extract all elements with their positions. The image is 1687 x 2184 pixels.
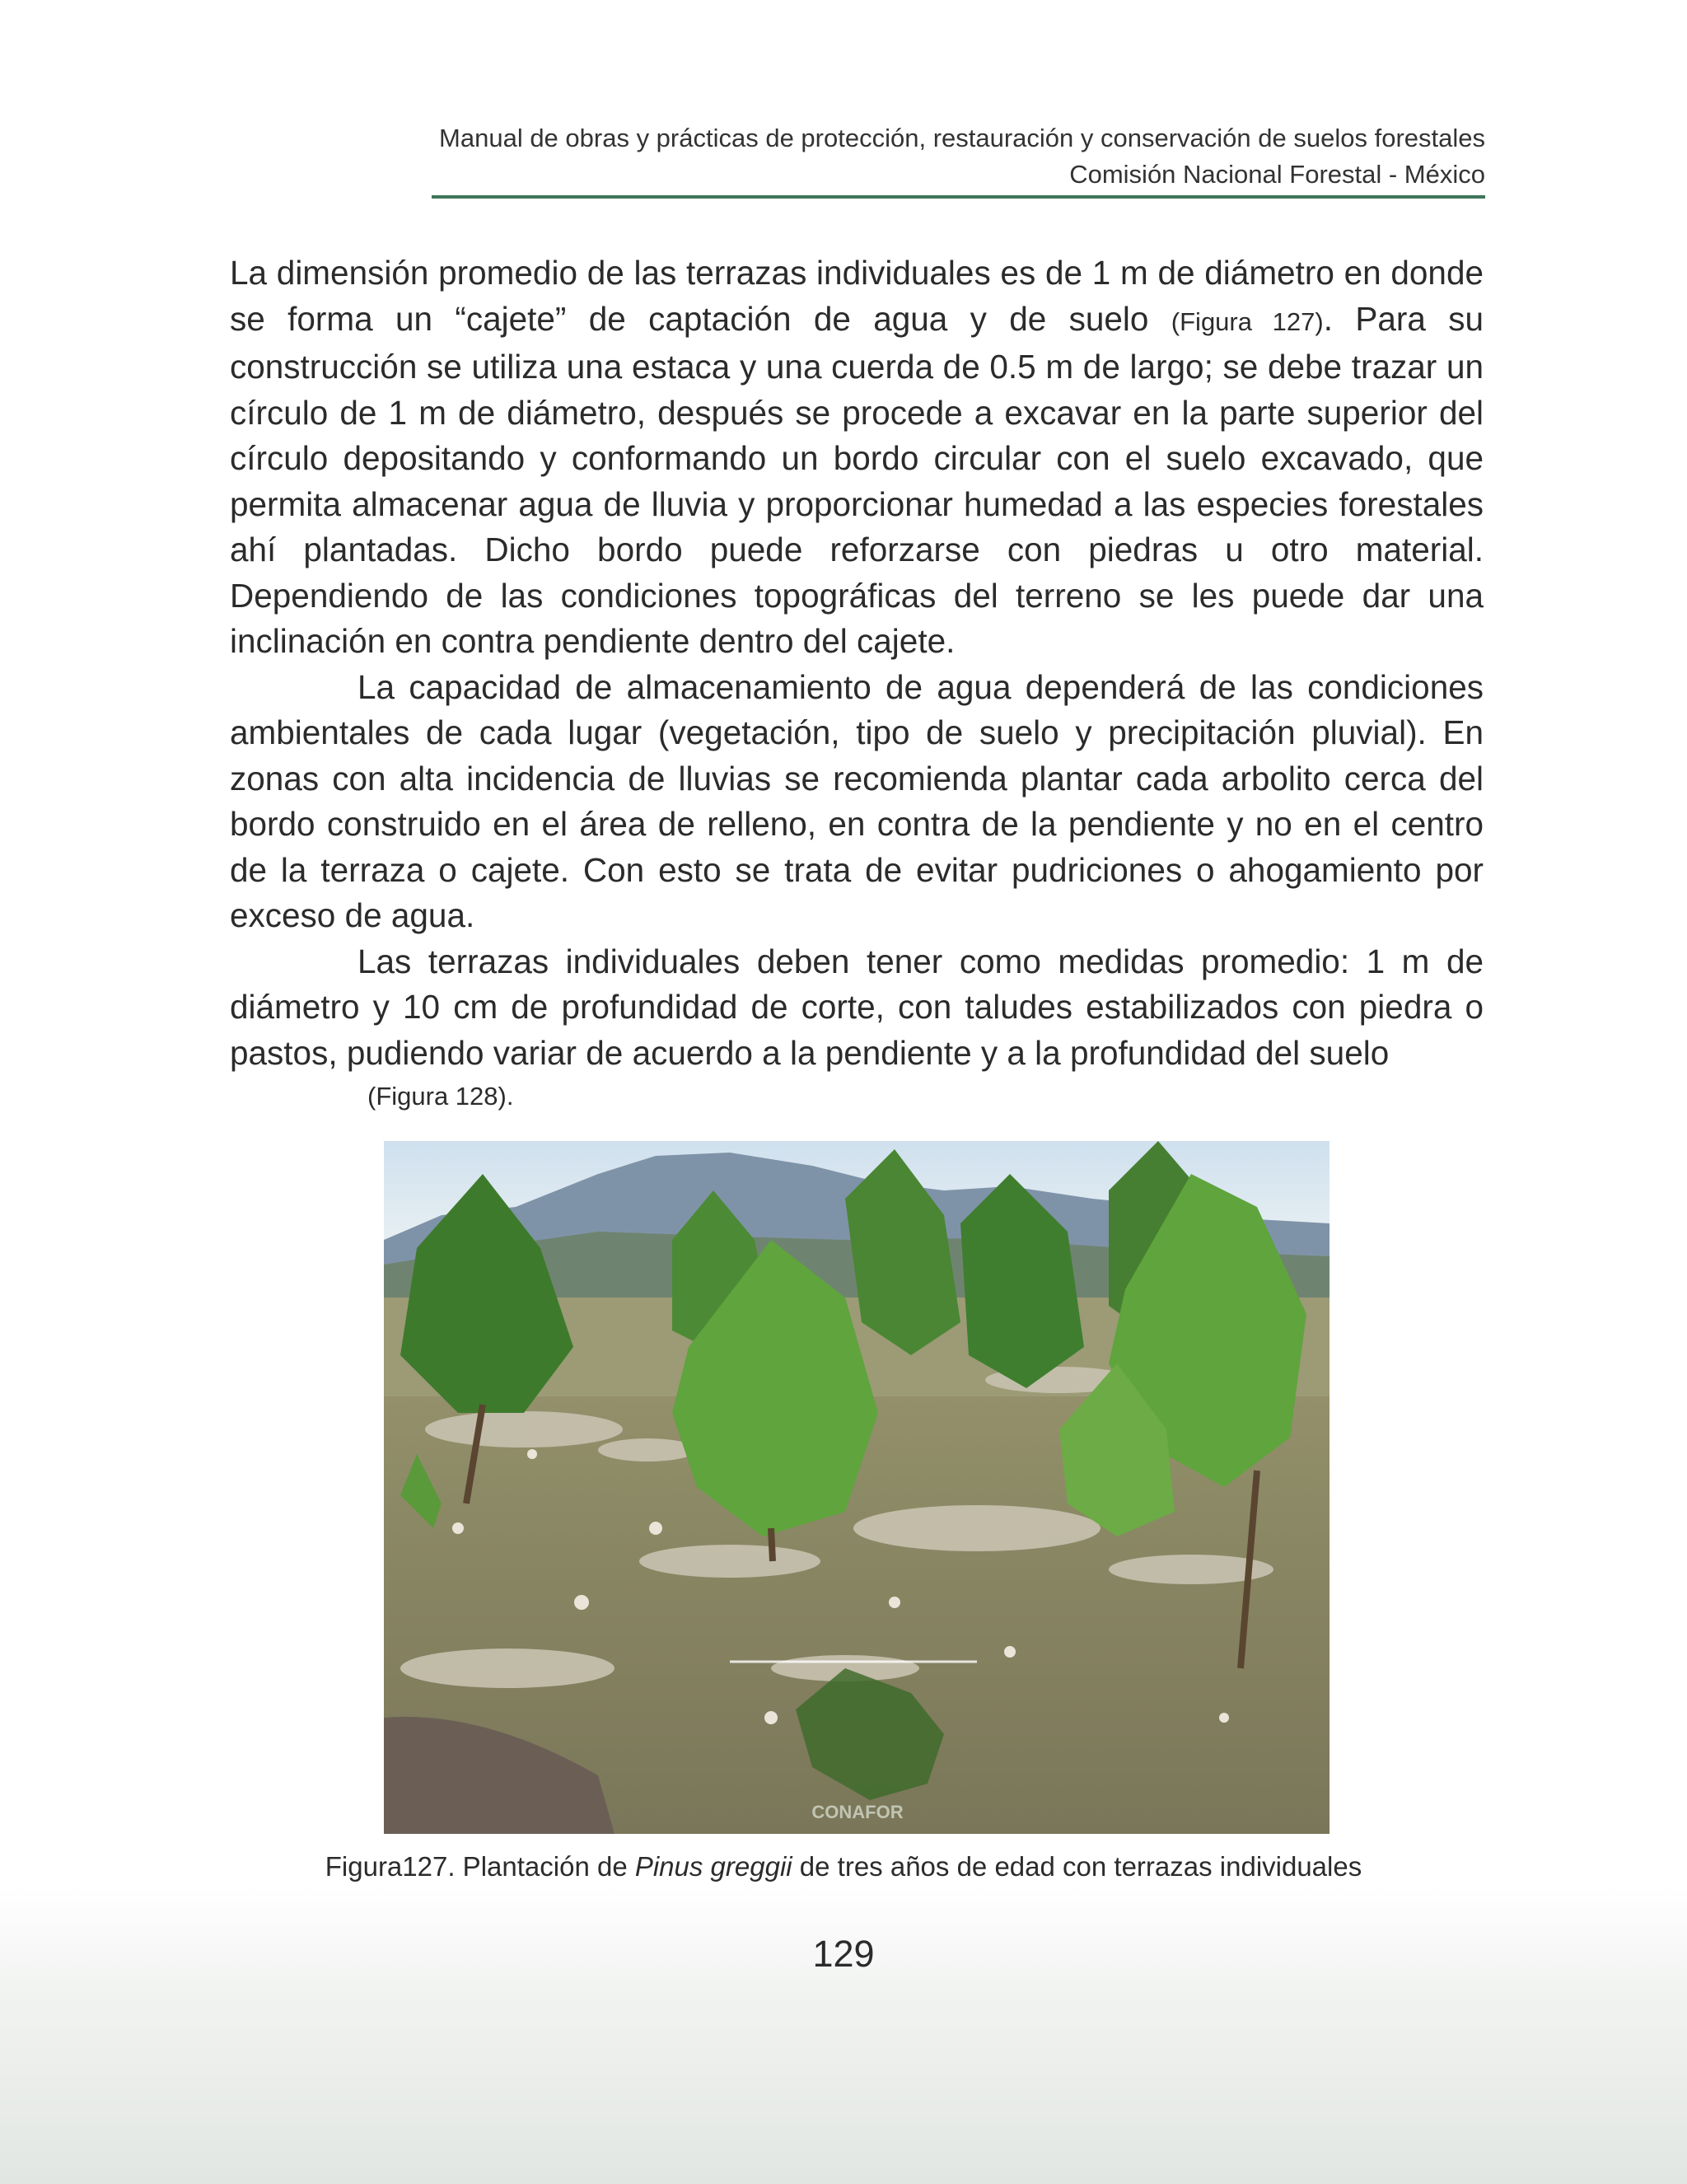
- figure-caption: [0, 1849, 1687, 1885]
- figure-reference-127: (Figura 127): [1171, 306, 1324, 336]
- paragraph-3: [230, 939, 1484, 1118]
- page-number: 129: [812, 1933, 875, 1975]
- paragraph-1-start: La dimensión promedio de las terrazas individuales es de 1 m de diámetro en donde se forma un “cajete” de captación de agua y de suelo: [230, 254, 1484, 338]
- paragraph-1: [230, 250, 1484, 665]
- header-rule: [432, 195, 1485, 199]
- caption-suffix: de tres años de edad con terrazas individuales: [792, 1851, 1362, 1882]
- figure-reference-128: (Figura 128).: [367, 1082, 514, 1111]
- body-text: [230, 250, 1484, 1117]
- watermark-text: CONAFOR: [811, 1802, 904, 1822]
- plantation-photo: [384, 1141, 1330, 1834]
- header-subtitle: Comisión Nacional Forestal - México: [1069, 160, 1485, 189]
- caption-prefix: Figura127. Plantación de: [325, 1851, 635, 1882]
- caption-species: Pinus greggii: [634, 1851, 792, 1882]
- paragraph-2: La capacidad de almacenamiento de agua dependerá de las condiciones ambientales de cada lugar (vegetación, tipo de suelo y precipitación pluvial). En zonas con alta incidencia de lluvias se recomienda plantar cada arbolito cerca del bordo construido en el área de relleno, en contra de la pendiente y no en el centro de la terraza o cajete. Con esto se trata de evitar pudriciones o ahogamiento por exceso de agua.: [230, 667, 1484, 934]
- paragraph-1-end: . Para su construcción se utiliza una estaca y una cuerda de 0.5 m de largo; se debe trazar un círculo de 1 m de diámetro, después se procede a excavar en la parte superior del círculo depositando y conformando un bordo circular con el suelo excavado, que permita almacenar agua de lluvia y proporcionar humedad a las especies forestales ahí plantadas. Dicho bordo puede reforzarse con piedras u otro material. Dependiendo de las condiciones topográficas del terreno se les puede dar una inclinación en contra pendiente dentro del cajete.: [230, 299, 1484, 660]
- running-header: [329, 120, 1485, 193]
- paragraph-3-text: Las terrazas individuales deben tener como medidas promedio: 1 m de diámetro y 10 cm de profundidad de corte, con taludes estabilizados con piedra o pastos, pudiendo variar de acuerdo a la pendiente y a la profundidad del suelo: [230, 942, 1484, 1072]
- header-title: Manual de obras y prácticas de protección, restauración y conservación de suelos forestales: [439, 124, 1485, 152]
